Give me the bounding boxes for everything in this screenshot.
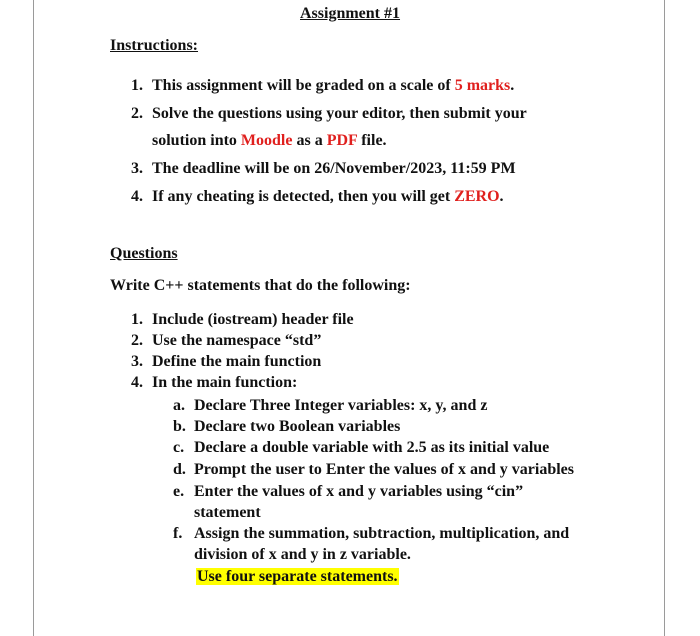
instruction-4-end: . (499, 188, 504, 205)
instruction-4-text: If any cheating is detected, then you will get (152, 188, 455, 205)
pdf-highlight: PDF (326, 132, 358, 149)
sub-item-e-line1: Enter the values of x and y variables using “cin” (194, 483, 524, 500)
instruction-4 (152, 188, 504, 206)
marks-highlight: 5 marks (454, 77, 511, 94)
sub-item-letter: e. (173, 483, 185, 500)
instruction-number: 2. (131, 105, 143, 122)
instruction-2-line2 (152, 132, 387, 150)
document-page (33, 0, 665, 636)
instruction-2-text: as a (292, 132, 327, 149)
sub-item-c: Declare a double variable with 2.5 as its initial value (194, 439, 550, 456)
question-number: 1. (131, 311, 143, 328)
moodle-highlight: Moodle (240, 132, 293, 149)
assignment-title: Assignment #1 (300, 5, 401, 22)
question-number: 3. (131, 353, 143, 370)
instruction-2-line1: Solve the questions using your editor, then submit your (152, 105, 527, 122)
instruction-1-text: This assignment will be graded on a scale of (152, 77, 455, 94)
sub-item-letter: a. (173, 397, 185, 414)
instruction-number: 1. (131, 77, 143, 94)
instruction-1 (152, 77, 514, 95)
sub-item-letter: c. (173, 439, 185, 456)
sub-item-e-line2: statement (194, 504, 261, 521)
instruction-number: 4. (131, 188, 143, 205)
highlighted-note (196, 568, 399, 586)
question-4: In the main function: (152, 374, 298, 391)
highlight-text: Use four separate statements. (197, 568, 398, 585)
sub-item-a: Declare Three Integer variables: x, y, and z (194, 397, 488, 414)
sub-item-b: Declare two Boolean variables (194, 418, 401, 435)
question-number: 2. (131, 332, 143, 349)
question-2: Use the namespace “std” (152, 332, 322, 349)
instruction-2-text: solution into (152, 132, 241, 149)
questions-heading: Questions (110, 245, 178, 262)
question-number: 4. (131, 374, 143, 391)
instruction-3: The deadline will be on 26/November/2023, 11:59 PM (152, 160, 516, 177)
question-3: Define the main function (152, 353, 322, 370)
zero-highlight: ZERO (454, 188, 500, 205)
instruction-2-text: file. (357, 132, 387, 149)
sub-item-letter: b. (173, 418, 186, 435)
instruction-number: 3. (131, 160, 143, 177)
sub-item-letter: f. (173, 525, 183, 542)
instructions-heading: Instructions: (110, 37, 199, 54)
question-1: Include (iostream) header file (152, 311, 354, 328)
sub-item-letter: d. (173, 461, 186, 478)
questions-intro: Write C++ statements that do the following: (110, 277, 411, 294)
sub-item-d: Prompt the user to Enter the values of x and y variables (194, 461, 574, 478)
sub-item-f-line2: division of x and y in z variable. (194, 546, 411, 563)
instruction-1-end: . (510, 77, 515, 94)
sub-item-f-line1: Assign the summation, subtraction, multiplication, and (194, 525, 570, 542)
